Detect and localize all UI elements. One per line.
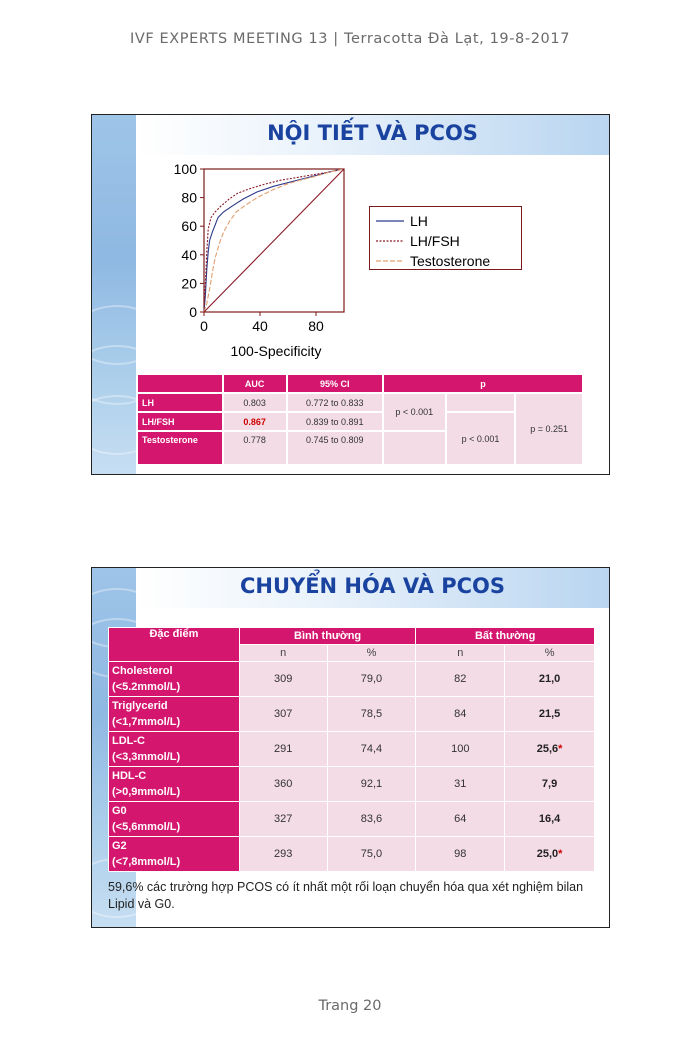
table-subheader: %	[327, 645, 416, 662]
table-cell: 291	[239, 732, 327, 767]
table-header-row	[109, 628, 595, 645]
legend-item-lh	[376, 211, 521, 231]
table-row	[109, 837, 595, 872]
table-row	[109, 732, 595, 767]
table-cell: 100	[416, 732, 505, 767]
x-tick-label: 40	[252, 318, 268, 334]
slide-sidebar-decoration	[92, 115, 136, 474]
chart-legend	[369, 206, 522, 270]
auc-value: 0.778	[223, 431, 287, 465]
table-cell: 74,4	[327, 732, 416, 767]
y-tick-label: 20	[181, 275, 197, 292]
table-row	[109, 697, 595, 732]
y-tick-label: 0	[189, 304, 197, 320]
row-label: Cholesterol (<5.2mmol/L)	[109, 662, 240, 697]
p-value: p < 0.001	[446, 412, 516, 465]
row-label: LH	[137, 393, 223, 412]
row-label: Testosterone	[137, 431, 223, 465]
table-header: Bình thường	[239, 628, 416, 645]
page-footer: Trang 20	[318, 998, 382, 1014]
table-cell: 82	[416, 662, 505, 697]
auc-value: 0.867	[223, 412, 287, 431]
y-tick-label: 100	[173, 161, 197, 177]
table-subheader: n	[239, 645, 327, 662]
table-cell: 360	[239, 767, 327, 802]
p-value: p < 0.001	[383, 393, 446, 431]
metabolic-table	[108, 627, 595, 872]
x-tick-label: 80	[308, 318, 324, 334]
legend-item-testosterone	[376, 251, 521, 271]
row-label: LH/FSH	[137, 412, 223, 431]
table-cell: 83,6	[327, 802, 416, 837]
table-cell: 31	[416, 767, 505, 802]
table-cell: 84	[416, 697, 505, 732]
auc-value: 0.803	[223, 393, 287, 412]
table-cell: 25,0*	[505, 837, 595, 872]
y-tick-label: 40	[181, 246, 197, 263]
table-cell: 7,9	[505, 767, 595, 802]
table-cell: 21,0	[505, 662, 595, 697]
table-cell: 309	[239, 662, 327, 697]
legend-item-lh-fsh	[376, 231, 521, 251]
table-header-row	[137, 374, 583, 393]
table-row	[137, 393, 583, 412]
row-label: G2 (<7,8mmol/L)	[109, 837, 240, 872]
table-row	[109, 767, 595, 802]
slide-metabolism-pcos	[91, 567, 610, 928]
table-subheader: %	[505, 645, 595, 662]
x-tick-label: 0	[200, 318, 208, 334]
legend-label: LH/FSH	[410, 233, 460, 249]
table-header: AUC	[223, 374, 287, 393]
table-header	[137, 374, 223, 393]
table-header: Đặc điểm	[109, 628, 240, 662]
row-label: Triglycerid (<1,7mmol/L)	[109, 697, 240, 732]
row-label: G0 (<5,6mmol/L)	[109, 802, 240, 837]
x-axis-label: 100-Specificity	[230, 343, 322, 359]
table-cell: 307	[239, 697, 327, 732]
slide-endocrine-pcos	[91, 114, 610, 475]
p-value: p = 0.251	[515, 393, 583, 465]
table-cell: 79,0	[327, 662, 416, 697]
table-cell: 21,5	[505, 697, 595, 732]
summary-note: 59,6% các trường hợp PCOS có ít nhất một rối loạn chuyển hóa qua xét nghiệm bilan Lipid và G0.	[108, 880, 584, 911]
table-header: 95% CI	[287, 374, 383, 393]
roc-chart	[152, 155, 382, 370]
table-cell: 64	[416, 802, 505, 837]
table-header: p	[383, 374, 583, 393]
slide-title: NỘI TIẾT VÀ PCOS	[267, 121, 478, 145]
table-cell: 293	[239, 837, 327, 872]
ci-value: 0.772 to 0.833	[287, 393, 383, 412]
table-cell: 25,6*	[505, 732, 595, 767]
table-cell: 75,0	[327, 837, 416, 872]
slide-title: CHUYỂN HÓA VÀ PCOS	[239, 574, 506, 598]
ci-value: 0.839 to 0.891	[287, 412, 383, 431]
page-header: IVF EXPERTS MEETING 13 | Terracotta Đà Lạt, 19-8-2017	[129, 31, 571, 47]
table-subheader: n	[416, 645, 505, 662]
table-cell: 98	[416, 837, 505, 872]
row-label: LDL-C (<3,3mmol/L)	[109, 732, 240, 767]
legend-label: LH	[410, 213, 428, 229]
table-row	[109, 662, 595, 697]
table-row	[109, 802, 595, 837]
table-header: Bất thường	[416, 628, 595, 645]
table-cell: 327	[239, 802, 327, 837]
auc-table	[136, 373, 584, 466]
y-tick-label: 80	[181, 189, 197, 206]
y-tick-label: 60	[181, 218, 197, 235]
table-cell: 78,5	[327, 697, 416, 732]
row-label: HDL-C (>0,9mmol/L)	[109, 767, 240, 802]
ci-value: 0.745 to 0.809	[287, 431, 383, 465]
legend-label: Testosterone	[410, 253, 491, 269]
table-cell: 16,4	[505, 802, 595, 837]
table-cell: 92,1	[327, 767, 416, 802]
